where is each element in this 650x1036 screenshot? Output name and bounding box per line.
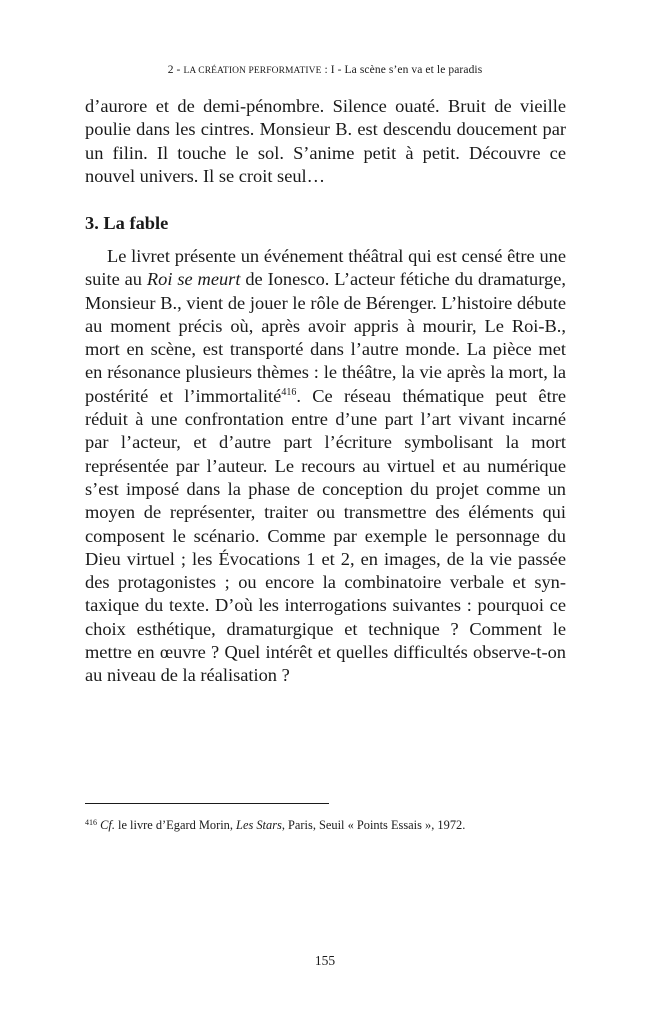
running-head-part: LA CRÉATION PERFORMATIVE <box>183 66 322 76</box>
section-title: 3. La fable <box>85 213 169 233</box>
body-text-part-3: . Ce réseau thématique peut être réduit à une confrontation entre d’une part l’art vivant incarné par l’acteur, et d’autre part l’écriture symbolisant la mort représentée par l’auteur. Le recours au virtuel et au numérique s’est imposé dans la phase de conception du projet comme un moyen de représenter, traiter ou transmettre des éléments qui composent le scénario. Comme par exemple le personnage du Dieu virtuel ; les Évocations 1 et 2, en images, de la vie passée des protagonistes ; ou encore la combinatoire verbale et syntaxique du texte. D’où les interrogations suivantes : pourquoi ce choix esthétique, dramaturgique et technique ? Comment le mettre en œuvre ? Quel intérêt et quelles difficultés observe-t-on au niveau de la réalisation ? <box>85 385 566 686</box>
footnote-divider <box>85 803 329 804</box>
intro-paragraph <box>85 95 566 188</box>
footnote-text-2: , Paris, Seuil « Points Essais », 1972. <box>281 818 466 832</box>
page-number: 155 <box>314 953 336 968</box>
footnote-cf: Cf. <box>100 818 115 832</box>
running-head-prefix: 2 - <box>167 64 184 76</box>
footnote-text-1: le livre d’Egard Morin, <box>114 818 237 832</box>
body-paragraph <box>85 245 566 688</box>
footnote-number: 416 <box>85 818 97 827</box>
running-head <box>0 64 650 76</box>
body-text-part-1: Le livret présente un événement théâtral qui est censé être une suite au <box>85 246 566 290</box>
intro-paragraph-text: d’aurore et de demi-pénombre. Silence ouaté. Bruit de vieille poulie dans les cintres. Monsieur B. est descendu doucement par un filin. Il touche le sol. S’anime petit à petit. Découvre ce nouvel univers. Il se croit seul… <box>85 96 566 186</box>
footnote <box>85 817 566 833</box>
play-title: Roi se meurt <box>146 269 241 290</box>
footnote-book-title: Les Stars <box>236 818 282 832</box>
footnote-reference[interactable]: 416 <box>281 386 297 398</box>
body-text-part-2: de Ionesco. L’acteur fétiche du dramaturge, Monsieur B., vient de jouer le rôle de Bérenger. L’histoire débute au moment précis où, après avoir appris à mourir, Le Roi-B., mort en scène, est transporté dans l’autre monde. La pièce met en résonance plusieurs thèmes : le théâtre, la vie après la mort, la postérité et l’immortalité <box>85 269 566 406</box>
running-head-chapter: : I - La scène s’en va et le paradis <box>321 64 483 76</box>
body-paragraph-text <box>85 245 566 688</box>
